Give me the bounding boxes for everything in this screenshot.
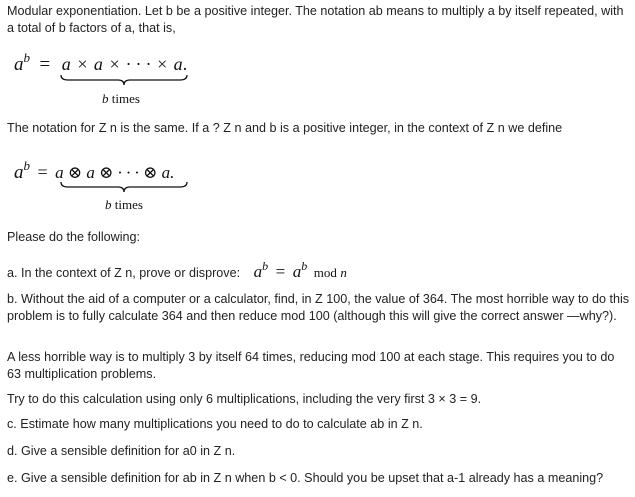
part-c: c. Estimate how many multiplications you need to do to calculate ab in Z n. <box>7 417 423 431</box>
eq2-brace-label <box>105 197 143 213</box>
eq1-exponent: b <box>23 50 30 65</box>
part-b: b. Without the aid of a computer or a calculator, find, in Z 100, the value of 364. The most horrible way to do this problem is to fully calculate 364 and then reduce mod 100 (although this will give the correct answer —why?). <box>7 292 630 323</box>
eq1-brace-label <box>102 91 140 107</box>
part-a-rhs-exp: b <box>301 259 308 273</box>
eq2-base: a <box>14 162 24 183</box>
part-e: e. Give a sensible definition for ab in Z n when b < 0. Should you be upset that a-1 already has a meaning? <box>7 471 604 485</box>
eq2-rhs: a ⊗ a ⊗ · · · ⊗ a. <box>55 163 175 182</box>
eq2-brace-var: b <box>105 197 112 212</box>
eq1-rhs: a × a × · · · × a. <box>61 54 189 74</box>
eq2-equals: = <box>37 162 48 182</box>
part-a-mod: mod <box>313 265 337 280</box>
part-a-rhs-base: a <box>292 262 302 281</box>
part-a-lhs-base: a <box>253 262 263 281</box>
intro-paragraph: Modular exponentiation. Let b be a positive integer. The notation ab means to multiply a by itself repeated, with a total of b factors of a, that is, <box>7 4 624 35</box>
part-a-n: n <box>340 265 347 280</box>
instructions-heading: Please do the following: <box>7 230 141 244</box>
part-a <box>7 258 631 282</box>
eq2-underbrace <box>60 181 188 193</box>
try-paragraph: Try to do this calculation using only 6 multiplications, including the very first 3 × 3 = 9. <box>7 392 482 406</box>
part-d: d. Give a sensible definition for a0 in Z n. <box>7 444 236 458</box>
eq1-underbrace <box>60 74 188 86</box>
eq2-exponent: b <box>23 158 30 173</box>
eq1-base: a <box>14 54 24 75</box>
part-a-equals: = <box>275 262 286 281</box>
eq2-brace-word: times <box>114 197 143 212</box>
equation-power-definition <box>14 50 188 76</box>
eq1-equals: = <box>39 54 51 75</box>
part-a-text: a. In the context of Z n, prove or disprove: <box>7 266 241 280</box>
less-horrible-paragraph: A less horrible way is to multiply 3 by itself 64 times, reducing mod 100 at each stage. This requires you to do 63 multiplication problems. <box>7 350 615 381</box>
notation-paragraph: The notation for Z n is the same. If a ? Z n and b is a positive integer, in the context of Z n we define <box>7 121 563 135</box>
part-a-equation <box>253 259 347 281</box>
eq1-brace-word: times <box>111 91 140 106</box>
part-a-lhs-exp: b <box>262 259 269 273</box>
eq1-brace-var: b <box>102 91 109 106</box>
